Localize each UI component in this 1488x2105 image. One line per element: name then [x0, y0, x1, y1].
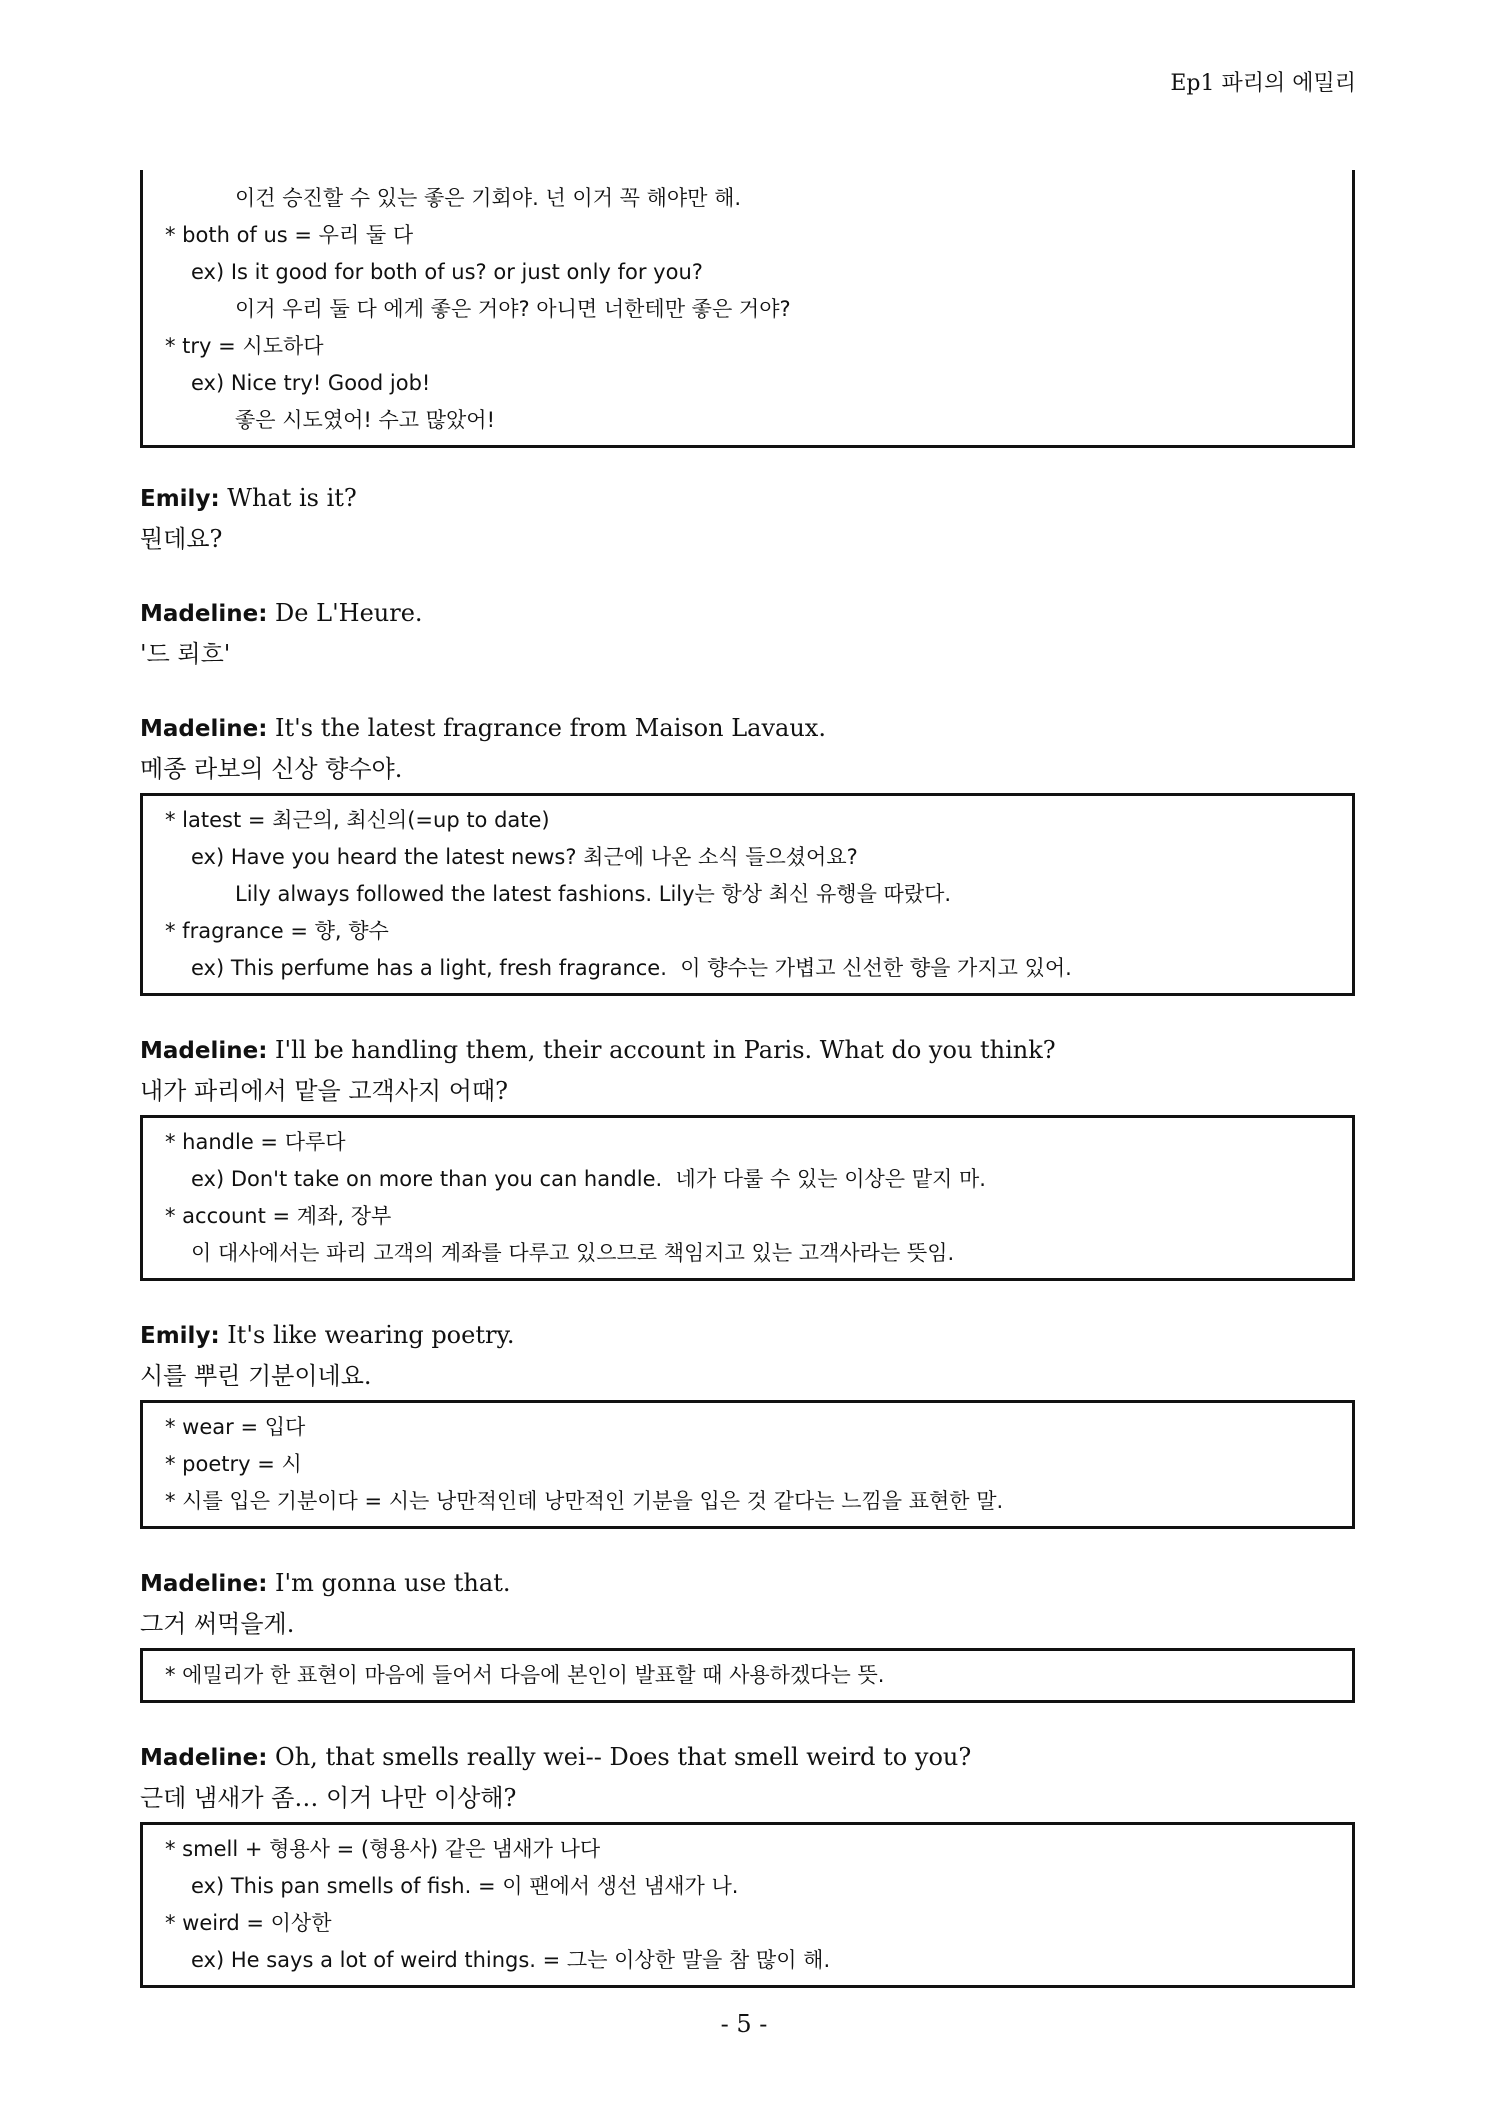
example-line: 이건 승진할 수 있는 좋은 기회야. 넌 이거 꼭 해야만 해. [235, 186, 742, 210]
vocab-note-box [140, 1822, 1355, 1988]
english-line: Oh, that smells really wei-- Does that smell weird to you? [267, 1743, 972, 1771]
english-line: It's like wearing poetry. [219, 1321, 515, 1349]
english-line: It's the latest fragrance from Maison Lavaux. [267, 714, 826, 742]
dialogue-line [140, 1563, 1355, 1604]
dialogue-block [140, 1563, 1355, 1703]
dialogue-block [140, 593, 1355, 674]
dialogue-line [140, 708, 1355, 749]
vocab-entry: * poetry = 시 [165, 1452, 302, 1476]
dialogue-list [140, 478, 1355, 1988]
speaker-name: Madeline: [140, 1745, 268, 1771]
speaker-name: Madeline: [140, 1571, 268, 1597]
example-line: ex) Have you heard the latest news? 최근에 나온 소식 들으셨어요? [191, 845, 858, 869]
dialogue-line [140, 1737, 1355, 1778]
korean-translation: '드 뢰흐' [140, 640, 231, 668]
speaker-name: Madeline: [140, 716, 268, 742]
vocab-note-box [140, 793, 1355, 996]
dialogue-line [140, 593, 1355, 634]
korean-translation: 시를 뿌린 기분이네요. [140, 1362, 372, 1390]
page-header: Ep1 파리의 에밀리 [1170, 71, 1356, 96]
example-line: 이 대사에서는 파리 고객의 계좌를 다루고 있으므로 책임지고 있는 고객사라는 뜻임. [191, 1241, 955, 1265]
dialogue-block [140, 1315, 1355, 1529]
dialogue-block [140, 478, 1355, 559]
vocab-entry: * weird = 이상한 [165, 1911, 332, 1935]
speaker-name: Emily: [140, 1323, 220, 1349]
vocab-note-box [140, 1400, 1355, 1529]
dialogue-block [140, 1030, 1355, 1281]
vocab-entry: * account = 계좌, 장부 [165, 1204, 392, 1228]
vocab-entry: * 시를 입은 기분이다 = 시는 낭만적인데 낭만적인 기분을 입은 것 같다는 느낌을 표현한 말. [165, 1489, 1004, 1513]
example-line: 좋은 시도였어! 수고 많았어! [235, 408, 496, 432]
example-line: 이거 우리 둘 다 에게 좋은 거야? 아니면 너한테만 좋은 거야? [235, 297, 791, 321]
speaker-name: Madeline: [140, 601, 268, 627]
example-line: ex) This pan smells of fish. = 이 팬에서 생선 냄새가 나. [191, 1874, 739, 1898]
vocab-note-box [140, 1648, 1355, 1703]
vocab-entry: * try = 시도하다 [165, 334, 324, 358]
page-number: - 5 - [720, 2010, 768, 2038]
vocab-note-box [140, 1115, 1355, 1281]
english-line: I'm gonna use that. [267, 1569, 511, 1597]
example-line: ex) This perfume has a light, fresh fragrance. 이 향수는 가볍고 신선한 향을 가지고 있어. [191, 956, 1072, 980]
vocab-entry: * both of us = 우리 둘 다 [165, 223, 414, 247]
speaker-name: Madeline: [140, 1038, 268, 1064]
english-line: De L'Heure. [267, 599, 423, 627]
dialogue-line [140, 478, 1355, 519]
vocab-entry: * wear = 입다 [165, 1415, 306, 1439]
english-line: What is it? [219, 484, 357, 512]
vocab-entry: * smell + 형용사 = (형용사) 같은 냄새가 나다 [165, 1837, 601, 1861]
korean-translation: 메종 라보의 신상 향수야. [140, 755, 403, 783]
document-content [140, 162, 1355, 1988]
vocab-entry: * latest = 최근의, 최신의(=up to date) [165, 808, 550, 832]
korean-translation: 내가 파리에서 맡을 고객사지 어때? [140, 1077, 508, 1105]
dialogue-line [140, 1315, 1355, 1356]
english-line: I'll be handling them, their account in Paris. What do you think? [267, 1036, 1056, 1064]
speaker-name: Emily: [140, 486, 220, 512]
korean-translation: 그거 써먹을게. [140, 1610, 295, 1638]
example-line: Lily always followed the latest fashions. Lily는 항상 최신 유행을 따랐다. [235, 882, 952, 906]
korean-translation: 뭔데요? [140, 525, 223, 553]
example-line: ex) Is it good for both of us? or just only for you? [191, 260, 703, 284]
example-line: ex) Nice try! Good job! [191, 371, 431, 395]
dialogue-block [140, 708, 1355, 996]
vocab-entry: * 에밀리가 한 표현이 마음에 들어서 다음에 본인이 발표할 때 사용하겠다는 뜻. [165, 1663, 885, 1687]
vocab-entry: * fragrance = 향, 향수 [165, 919, 389, 943]
korean-translation: 근데 냄새가 좀… 이거 나만 이상해? [140, 1784, 517, 1812]
example-line: ex) He says a lot of weird things. = 그는 이상한 말을 참 많이 해. [191, 1948, 831, 1972]
dialogue-block [140, 1737, 1355, 1988]
example-line: ex) Don't take on more than you can handle. 네가 다룰 수 있는 이상은 맡지 마. [191, 1167, 986, 1191]
vocab-note-box [140, 170, 1355, 448]
dialogue-line [140, 1030, 1355, 1071]
vocab-entry: * handle = 다루다 [165, 1130, 346, 1154]
